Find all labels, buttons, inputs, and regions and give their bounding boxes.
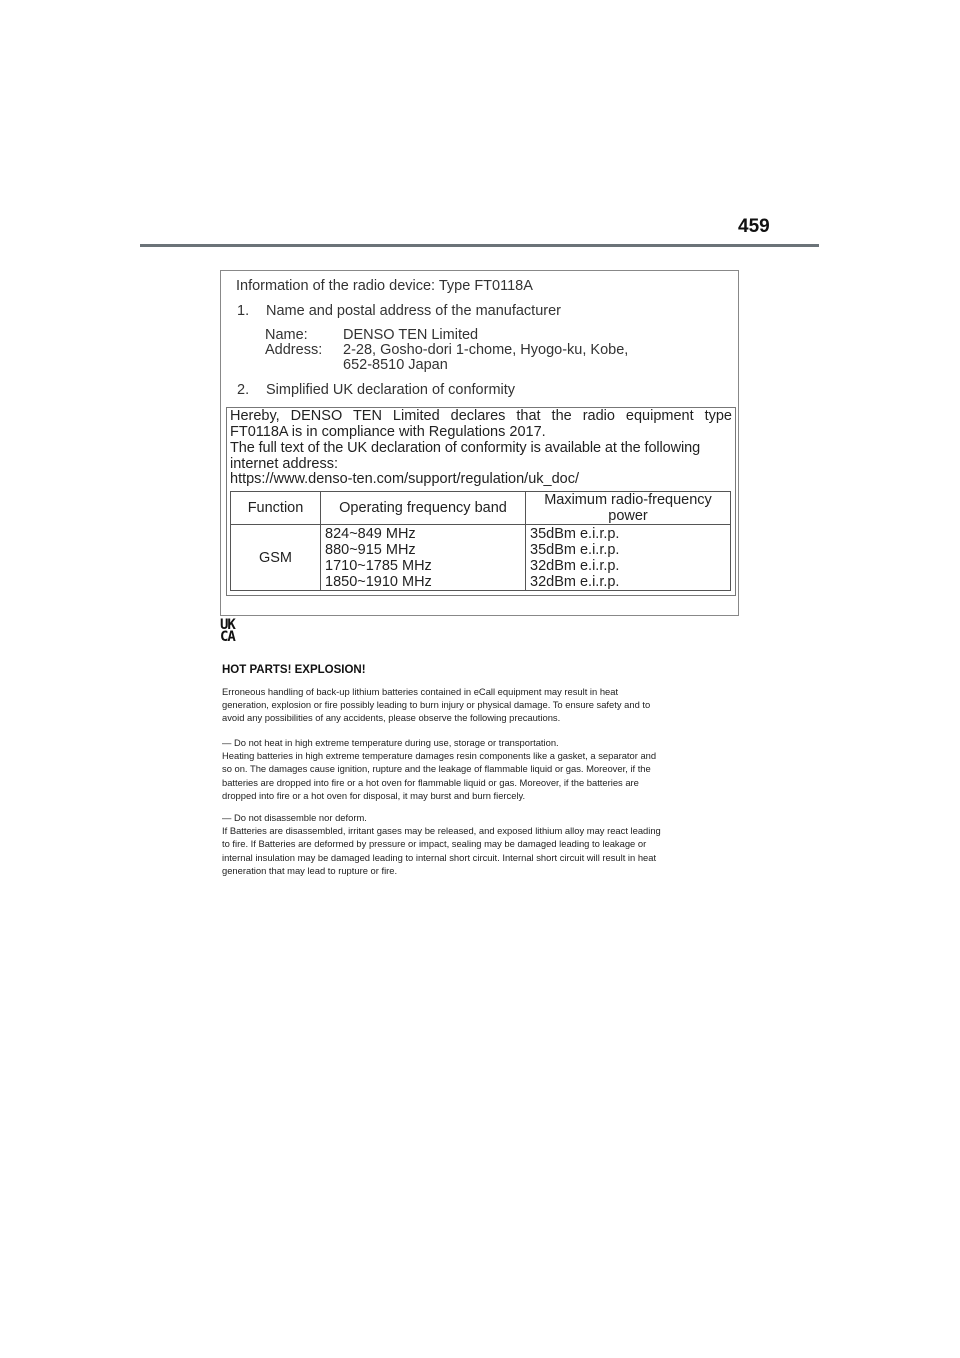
declaration-line4: internet address: xyxy=(230,456,339,472)
band: 1710~1785 MHz xyxy=(325,558,432,574)
text-line: batteries are dropped into fire or a hot oven for flammable liquid or gas. Moreover, if the batteries are xyxy=(222,776,639,788)
item2-number: 2. xyxy=(237,382,250,398)
cell-bands xyxy=(321,525,526,591)
text-line: internal insulation may be damaged leading to internal short circuit. Internal short circuit will result in heat xyxy=(222,851,657,863)
address-line2: 652-8510 Japan xyxy=(343,357,448,373)
text-line: to fire. If Batteries are deformed by pressure or impact, sealing may be damaged leading to leakage or xyxy=(222,838,647,850)
radio-info-title: Information of the radio device: Type FT0118A xyxy=(236,278,533,294)
text-line: generation that may lead to rupture or fire. xyxy=(222,864,398,876)
table-header-row xyxy=(231,492,731,525)
page-number: 459 xyxy=(738,216,770,237)
ukca-mark: UKCA xyxy=(220,617,235,645)
text-line: dropped into fire or a hot oven for disposal, it may burst and burn fiercely. xyxy=(222,789,526,801)
band: 1850~1910 MHz xyxy=(325,574,432,590)
text-line: — Do not disassemble nor deform. xyxy=(222,812,367,823)
text-line: so on. The damages cause ignition, rupture and the leakage of flammable liquid or gas. Moreover, if the xyxy=(222,763,651,775)
header-band: Operating frequency band xyxy=(321,492,526,525)
power: 32dBm e.i.r.p. xyxy=(530,558,620,574)
warning-intro xyxy=(222,685,650,725)
text-line: Heating batteries in high extreme temperature damages resin components like a gasket, a separator and xyxy=(222,750,657,762)
text-line: generation, explosion or fire possibly leading to burn injury or physical damage. To ensure safety and to xyxy=(222,699,651,711)
text-line: avoid any possibilities of any accidents, please observe the following precautions. xyxy=(222,712,561,724)
header-power: Maximum radio-frequency power xyxy=(526,492,731,525)
power: 32dBm e.i.r.p. xyxy=(530,574,620,590)
frequency-table xyxy=(230,491,731,591)
declaration-line2: FT0118A is in compliance with Regulations 2017. xyxy=(230,424,546,440)
address-label: Address: xyxy=(265,342,323,358)
band: 824~849 MHz xyxy=(325,526,416,542)
text-line: — Do not heat in high extreme temperature during use, storage or transportation. xyxy=(222,737,559,748)
declaration-line3: The full text of the UK declaration of conformity is available at the following xyxy=(230,440,701,456)
address-line1: 2-28, Gosho-dori 1-chome, Hyogo-ku, Kobe, xyxy=(343,342,629,358)
warning-heat xyxy=(222,736,656,802)
item1-number: 1. xyxy=(237,303,250,319)
header-rule xyxy=(140,244,819,247)
name-label: Name: xyxy=(265,327,308,343)
warning-title: HOT PARTS! EXPLOSION! xyxy=(222,664,366,676)
item2-label: Simplified UK declaration of conformity xyxy=(266,382,516,398)
cell-powers xyxy=(526,525,731,591)
declaration-line1: Hereby, DENSO TEN Limited declares that the radio equipment type xyxy=(230,408,732,424)
power: 35dBm e.i.r.p. xyxy=(530,526,620,542)
name-value: DENSO TEN Limited xyxy=(343,327,479,343)
text-line: Erroneous handling of back-up lithium batteries contained in eCall equipment may result in heat xyxy=(222,686,619,697)
text-line: If Batteries are disassembled, irritant gases may be released, and exposed lithium alloy may react leading xyxy=(222,825,661,837)
band: 880~915 MHz xyxy=(325,542,416,558)
header-function: Function xyxy=(231,492,321,525)
table-row xyxy=(231,525,731,591)
declaration-url: https://www.denso-ten.com/support/regulation/uk_doc/ xyxy=(230,471,579,487)
warning-disassemble xyxy=(222,811,661,877)
cell-function: GSM xyxy=(231,525,321,591)
power: 35dBm e.i.r.p. xyxy=(530,542,620,558)
item1-label: Name and postal address of the manufacturer xyxy=(266,303,561,319)
